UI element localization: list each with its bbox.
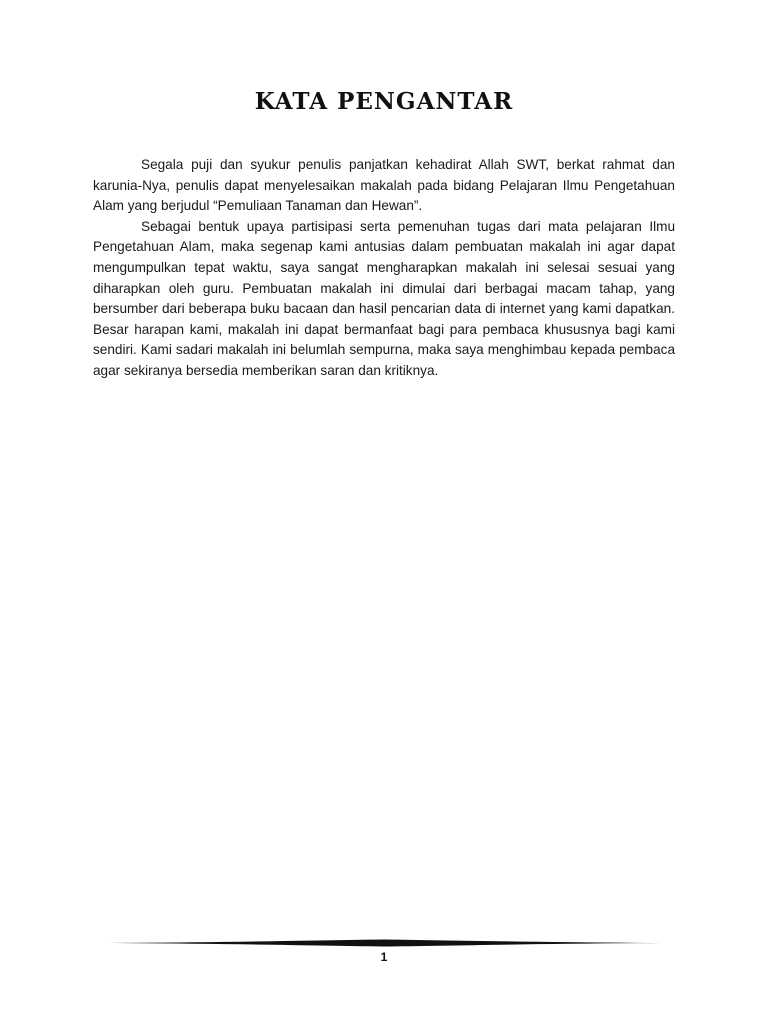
paragraph-2: Sebagai bentuk upaya partisipasi serta pemenuhan tugas dari mata pelajaran Ilmu Pengetahuan Alam, maka segenap kami antusias dalam pembuatan makalah ini agar dapat mengumpulkan tepat waktu, saya sangat mengharapkan makalah ini selesai sesuai yang diharapkan oleh guru. Pembuatan makalah ini dimulai dari berbagai macam tahap, yang bersumber dari beberapa buku bacaan dan hasil pencarian data di internet yang kami dapatkan. Besar harapan kami, makalah ini dapat bermanfaat bagi para pembaca khususnya bagi kami sendiri. Kami sadari makalah ini belumlah sempurna, maka saya menghimbau kepada pembaca agar sekiranya bersedia memberikan saran dan kritiknya. (93, 218, 675, 378)
footer-divider (108, 936, 662, 950)
page-number: 1 (380, 950, 388, 964)
page-title: KATA PENGANTAR (254, 88, 514, 115)
paragraph-1: Segala puji dan syukur penulis panjatkan kehadirat Allah SWT, berkat rahmat dan karunia-Nya, penulis dapat menyelesaikan makalah pada bidang Pelajaran Ilmu Pengetahuan Alam yang berjudul “Pemuliaan Tanaman dan Hewan”. (93, 157, 675, 214)
body-text (93, 155, 675, 382)
